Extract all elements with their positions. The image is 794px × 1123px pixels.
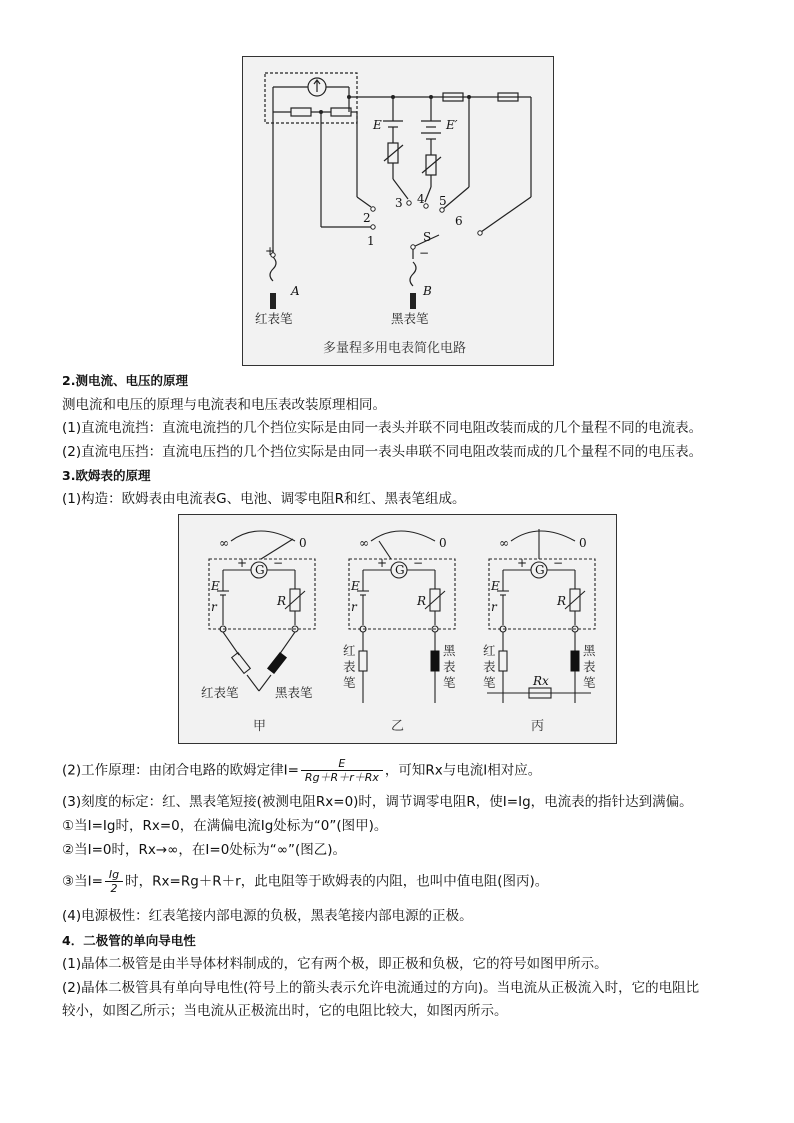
zero-mark: 0 [579,536,587,550]
red-lead [223,632,239,655]
battery-e-label: E [373,118,382,132]
red-probe-label: 表 [343,659,356,674]
mid-resistance-prefix: ③当I= [62,873,103,890]
battery-e-label: E [211,579,220,593]
rheostat-r-label: R [557,594,567,608]
section2-heading: 2.测电流、电压的原理 [62,373,188,388]
section3-para3: (3)刻度的标定：红、黑表笔短接(被测电阻Rx=0)时，调节调零电阻R，使I=Ig，电流表的指针达到满偏。 [62,794,693,810]
probe-a-label: A [291,284,300,298]
section2-para2: (1)直流电流挡：直流电流挡的几个挡位实际是由同一表头并联不同电阻改装而成的几个量程不同的电流表。 [62,420,703,436]
scale-arc [231,531,295,541]
plus-sign: + [377,556,388,570]
minus-sign: − [553,556,564,570]
probe-tip [259,675,271,691]
switch-s-label: S [423,230,432,244]
section3-para1: (1)构造：欧姆表由电流表G、电池、调零电阻R和红、黑表笔组成。 [62,491,466,507]
battery-e-label: E [491,579,500,593]
mid-resistance-denominator: 2 [110,882,118,895]
terminal-6-label: 6 [455,214,463,228]
section3-para4: ①当I=Ig时，Rx=0，在满偏电流Ig处标为“0”(图甲)。 [62,818,388,834]
terminal-1-label: 1 [367,234,375,248]
ohm-law-denominator: Rg＋R＋r＋Rx [304,771,379,784]
panel-caption-jia: 甲 [253,719,267,734]
section4-heading: 4．二极管的单向导电性 [62,933,196,948]
plus-sign: + [265,244,276,258]
galvanometer-label: G [395,563,405,577]
plus-sign: + [517,556,528,570]
rheostat-arrow [565,591,585,609]
internal-r-label: r [351,600,357,614]
red-probe [499,651,507,671]
black-probe-label: 黑 [583,643,596,658]
black-probe [268,653,287,674]
section3-para6 [62,868,548,895]
red-probe-label: 表 [483,659,496,674]
zero-mark: 0 [299,536,307,550]
terminal-2-label: 2 [363,211,371,225]
scale-arc [511,531,575,541]
black-probe [431,651,439,671]
section4-para2: (2)晶体二极管具有单向导电性(符号上的箭头表示允许电流通过的方向)。当电流从正极流入时，它的电阻比 [62,980,700,996]
galvanometer-label: G [535,563,545,577]
infinity-mark: ∞ [499,536,509,550]
terminal-4-label: 4 [417,192,425,206]
section3-heading: 3.欧姆表的原理 [62,468,151,483]
section4-para1: (1)晶体二极管是由半导体材料制成的，它有两个极，即正极和负极，它的符号如图甲所示。 [62,956,608,972]
battery-e-label: E [351,579,360,593]
black-probe-label: 笔 [443,675,456,690]
red-probe [232,653,251,674]
panel-caption-bing: 丙 [531,719,545,734]
black-probe [571,651,579,671]
multimeter-circuit-figure [242,56,554,366]
red-probe-label: 笔 [343,675,356,690]
internal-r-label: r [491,600,497,614]
black-lead [279,632,295,655]
multimeter-circuit-diagram [243,57,555,367]
section3-para7: (4)电源极性：红表笔接内部电源的负极，黑表笔接内部电源的正极。 [62,908,473,924]
ohmmeter-figure [178,514,617,744]
ohm-law-numerator: E [301,757,383,771]
rheostat-r-label: R [417,594,427,608]
terminal-5-label: 5 [439,194,447,208]
black-probe-label: 笔 [583,675,596,690]
red-probe [359,651,367,671]
rx-label: Rx [533,674,549,688]
minus-sign: − [273,556,284,570]
mid-resistance-fraction [105,868,123,895]
ohmmeter-panels [179,515,618,745]
rheostat-r-label: R [277,594,287,608]
rheostat-arrow [285,591,305,609]
infinity-mark: ∞ [219,536,229,550]
minus-sign: − [419,246,430,260]
figure1-caption: 多量程多用电表简化电路 [323,341,467,356]
red-probe-label: 红表笔 [255,311,293,326]
probe-b-label: B [423,284,432,298]
ohm-law-fraction [301,757,383,784]
battery-e-prime-label: E′ [446,118,458,132]
red-probe-label: 笔 [483,675,496,690]
zero-mark: 0 [439,536,447,550]
section3-para5: ②当I=0时，Rx→∞，在I=0处标为“∞”(图乙)。 [62,842,347,858]
section2-para1: 测电流和电压的原理与电流表和电压表改装原理相同。 [62,397,386,413]
red-probe-label: 红 [343,643,356,658]
panel-caption-yi: 乙 [391,719,405,734]
section2-para3: (2)直流电压挡：直流电压挡的几个挡位实际是由同一表头串联不同电阻改装而成的几个量程不同的电压表。 [62,444,703,460]
black-probe-label: 黑 [443,643,456,658]
terminal-3-label: 3 [395,196,403,210]
minus-sign: − [413,556,424,570]
probe-tip [247,675,259,691]
ohm-law-suffix: ，可知Rx与电流I相对应。 [384,762,542,779]
ohm-law-prefix: (2)工作原理：由闭合电路的欧姆定律I= [62,762,299,779]
black-probe-label: 表 [443,659,456,674]
red-probe-label: 红表笔 [201,685,239,700]
scale-arc [371,531,435,541]
red-probe-label: 红 [483,643,496,658]
mid-resistance-suffix: 时，Rx=Rg＋R＋r，此电阻等于欧姆表的内阻，也叫中值电阻(图丙)。 [125,873,549,890]
galvanometer-label: G [255,563,265,577]
internal-r-label: r [211,600,217,614]
section3-para2 [62,757,541,784]
plus-sign: + [237,556,248,570]
mid-resistance-numerator: Ig [105,868,123,882]
black-probe-label: 表 [583,659,596,674]
black-probe-label: 黑表笔 [275,685,313,700]
infinity-mark: ∞ [359,536,369,550]
black-probe-label: 黑表笔 [391,311,429,326]
rheostat-arrow [425,591,445,609]
section4-para3: 较小，如图乙所示；当电流从正极流出时，它的电阻比较大，如图丙所示。 [62,1003,508,1019]
